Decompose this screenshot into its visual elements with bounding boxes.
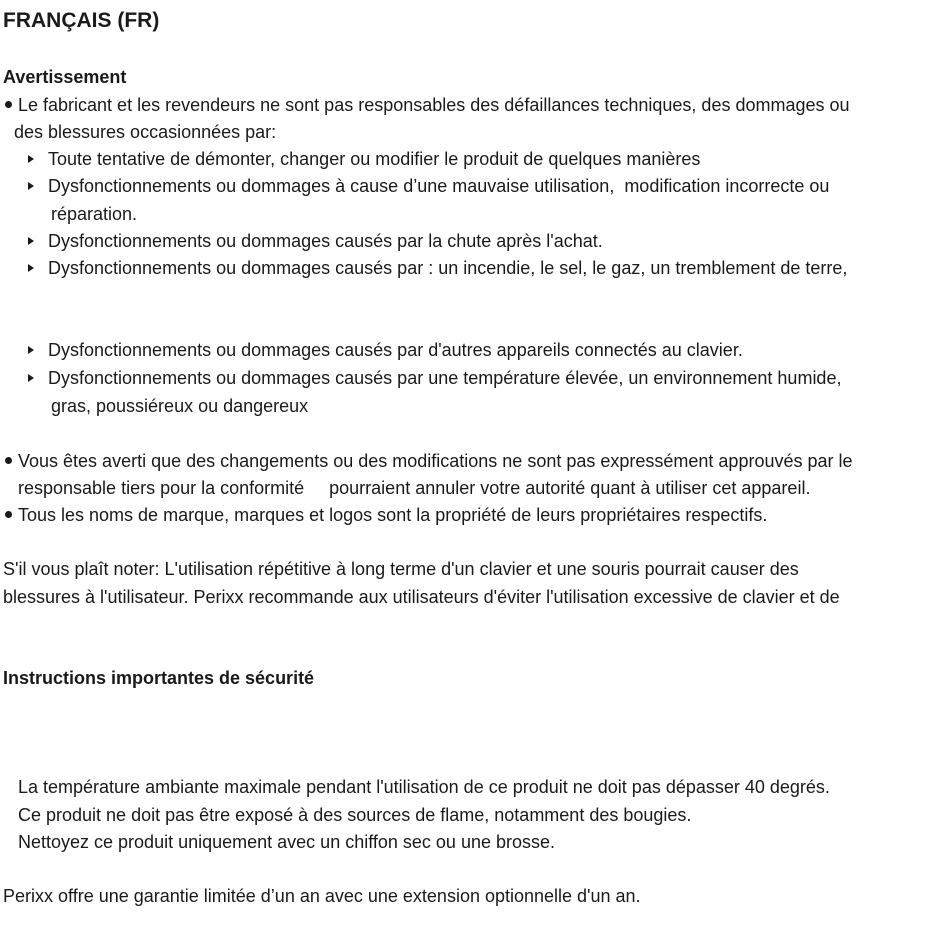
bullet-dot [5,511,12,518]
triangle-bullet-icon [28,182,34,190]
warning-subitem-6-line-1: Dysfonctionnements ou dommages causés par une température élevée, un environnement humide, [48,368,842,388]
triangle-bullet-icon [28,155,34,163]
warranty-text: Perixx offre une garantie limitée d’un an avec une extension optionnelle d'un an. [3,886,641,906]
warning-heading: Avertissement [3,67,127,87]
warning-subitem-1: Toute tentative de démonter, changer ou modifier le produit de quelques manières [48,149,701,169]
warning-bullet-2-line-1: Vous êtes averti que des changements ou des modifications ne sont pas expressément approuvés par le [18,451,853,471]
safety-item-3: Nettoyez ce produit uniquement avec un chiffon sec ou une brosse. [18,832,556,852]
warning-subitem-2-line-2: réparation. [51,204,138,224]
warning-bullet-1-line-1: Le fabricant et les revendeurs ne sont pas responsables des défaillances techniques, des dommages ou [18,95,850,115]
triangle-bullet-icon [28,237,34,245]
bullet-dot [5,101,12,108]
warning-bullet-2-line-2: responsable tiers pour la conformité pourraient annuler votre autorité quant à utiliser cet appareil. [18,478,811,498]
warning-subitem-3: Dysfonctionnements ou dommages causés par la chute après l'achat. [48,231,603,251]
warning-bullet-1-line-2: des blessures occasionnées par: [14,122,277,142]
warning-subitem-2-line-1: Dysfonctionnements ou dommages à cause d’une mauvaise utilisation, modification incorrecte ou [48,176,830,196]
note-line-1: S'il vous plaît noter: L'utilisation répétitive à long terme d'un clavier et une souris pourrait causer des [3,559,799,579]
safety-item-2: Ce produit ne doit pas être exposé à des sources de flame, notamment des bougies. [18,805,692,825]
triangle-bullet-icon [28,374,34,382]
note-line-2: blessures à l'utilisateur. Perixx recommande aux utilisateurs d'éviter l'utilisation excessive de clavier et de [3,587,840,607]
page-title: FRANÇAIS (FR) [3,9,160,32]
warning-subitem-5: Dysfonctionnements ou dommages causés par d'autres appareils connectés au clavier. [48,340,743,360]
warning-bullet-3: Tous les noms de marque, marques et logos sont la propriété de leurs propriétaires respectifs. [18,505,768,525]
warning-subitem-4: Dysfonctionnements ou dommages causés par : un incendie, le sel, le gaz, un tremblement de terre, [48,258,848,278]
triangle-bullet-icon [28,264,34,272]
triangle-bullet-icon [28,346,34,354]
bullet-dot [5,457,12,464]
warning-subitem-6-line-2: gras, poussiéreux ou dangereux [51,396,309,416]
safety-heading: Instructions importantes de sécurité [3,668,315,688]
safety-item-1: La température ambiante maximale pendant l'utilisation de ce produit ne doit pas dépasser 40 degrés. [18,777,830,797]
